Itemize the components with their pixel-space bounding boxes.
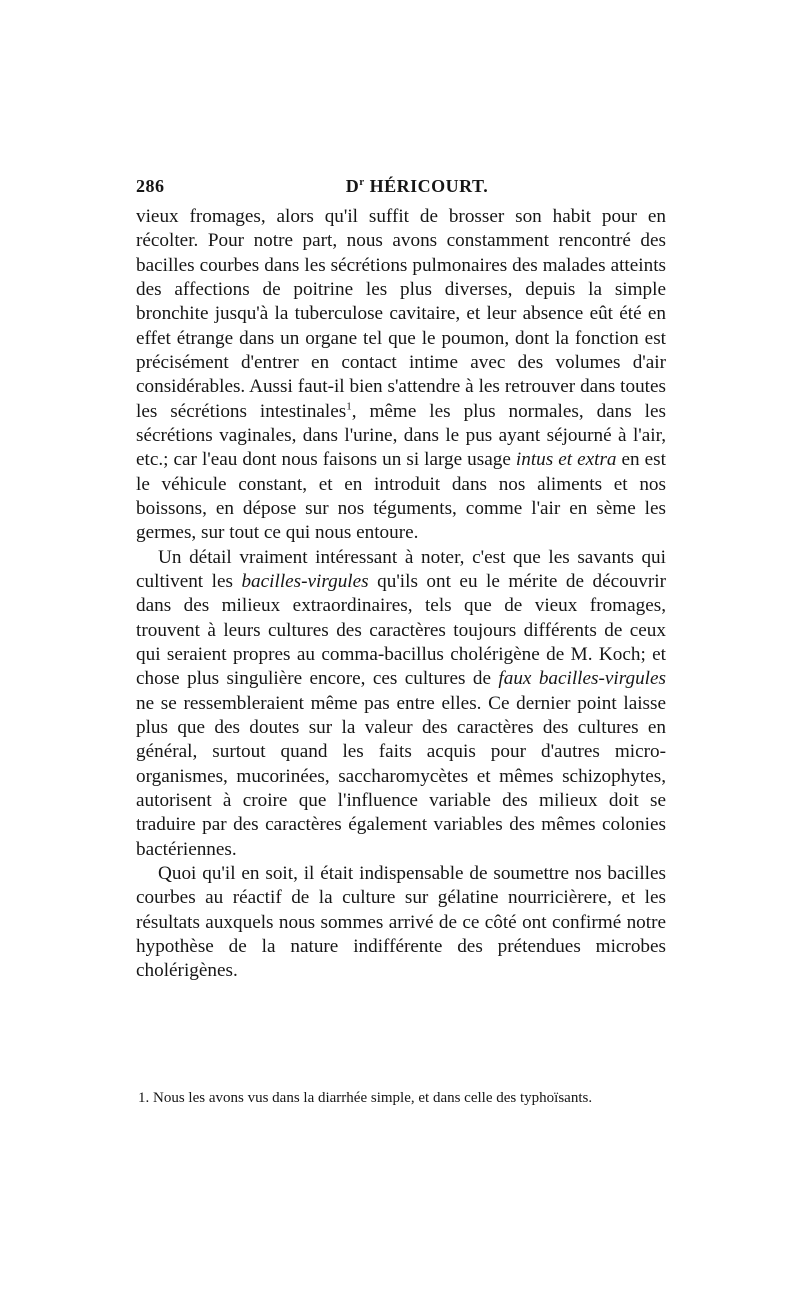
- paragraph-2-text-c: ne se ressembleraient même pas entre elles. Ce dernier point laisse plus que des doutes sur la valeur des caractères des cultures en général, surtout quand les faits acquis pour d'autres micro-organismes, mucorinées, saccharomycètes et mêmes schizophytes, autorisent à croire que l'influence variable des milieux doit se traduire par des caractères également variables des mêmes colonies bactériennes.: [136, 692, 666, 860]
- paragraph-2-text-b: qu'ils ont eu le mérite de découvrir dans des milieux extraordinaires, tels que de vieux fromages, trouvent à leurs cultures des caractères toujours différents de ceux qui seraient propres au comma-bacillus cholérigène de M. Koch; et chose plus singulière encore, ces cultures de: [136, 570, 667, 690]
- author-prefix: D: [345, 176, 360, 196]
- running-head: [136, 176, 664, 200]
- paragraph-1-italic: intus et extra: [515, 449, 617, 471]
- paragraph-3: Quoi qu'il en soit, il était indispensable de soumettre nos bacilles courbes au réactif de la culture sur gélatine nourricièrere, et les résultats auxquels nous sommes arrivé de ce côté ont confirmé notre hypothèse de la nature indifférente des prétendues microbes cholérigènes.: [136, 862, 666, 982]
- footnote-number: 1.: [138, 1090, 150, 1106]
- paragraph-1-text-c: en est le véhicule constant, et en introduit dans nos aliments et nos boissons, en dépose sur nos téguments, comme l'air en sème les germes, sur tout ce qui nous entoure.: [136, 449, 666, 544]
- page-number: 286: [136, 176, 165, 196]
- paragraph-1-text-b: , même les plus normales, dans les sécrétions vaginales, dans l'urine, dans le pus ayant séjourné à l'air, etc.; car l'eau dont nous faisons un si large usage: [136, 400, 666, 471]
- paragraph-2-text-a: Un détail vraiment intéressant à noter, c'est que les savants qui cultivent les: [136, 546, 666, 592]
- author-sup: r: [359, 176, 365, 188]
- paragraph-2-italic-2: faux bacilles-virgules: [498, 668, 666, 690]
- footnote-reference: 1: [346, 400, 352, 413]
- footnote-text: Nous les avons vus dans la diarrhée simple, et dans celle des typhoïsants.: [149, 1090, 593, 1106]
- footnote: [136, 1088, 666, 1108]
- paragraph-1-text-a: vieux fromages, alors qu'il suffit de brosser son habit pour en récolter. Pour notre part, nous avons constamment rencontré des bacilles courbes dans les sécrétions pulmonaires des malades atteints des affections de poitrine les plus diverses, depuis la simple bronchite jusqu'à la tuberculose cavitaire, et leur absence eût été en effet étrange dans un organe tel que le poumon, dont la fonction est précisément d'entrer en contact intime avec des volumes d'air considérables. Aussi faut-il bien s'attendre à les retrouver dans toutes les sécrétions intestinales: [136, 206, 666, 422]
- paragraph-2-italic-1: bacilles-virgules: [241, 570, 369, 592]
- paragraph-2: [136, 546, 666, 862]
- body-text: [136, 205, 666, 984]
- paragraph-1: [136, 205, 666, 546]
- author-name: HÉRICOURT.: [364, 176, 489, 196]
- author-header: [342, 176, 492, 197]
